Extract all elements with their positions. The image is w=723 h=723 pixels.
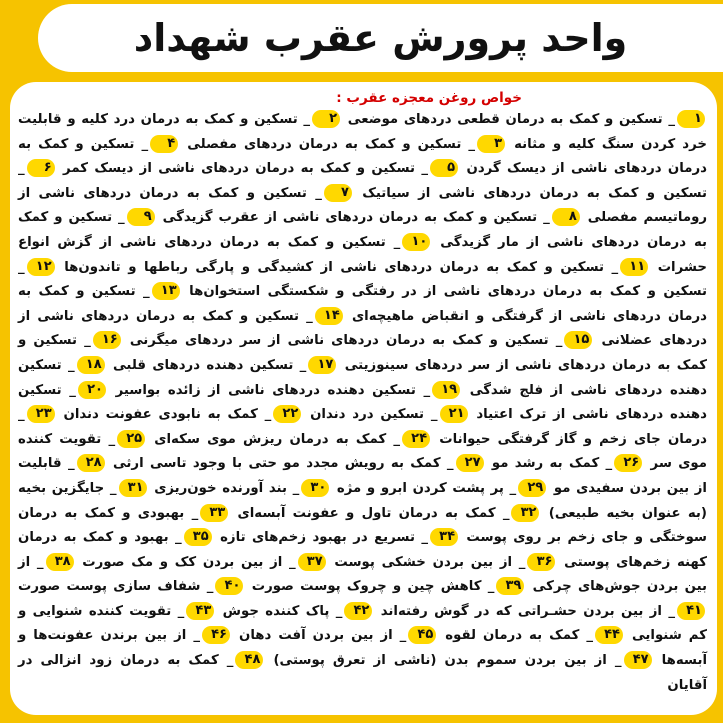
- list-item: [63, 407, 303, 422]
- item-number-badge: ۵: [430, 159, 458, 177]
- item-number-badge: ۹: [127, 208, 155, 226]
- item-text: _ تسکین و کمک به درمان دردهای ناشی از روماتیسم مفصلی: [18, 185, 707, 226]
- item-number-badge: ۶: [27, 159, 55, 177]
- item-text: _ تسکین و کمک به درمان دردهای ناشی از در رفتگی و شکستگی استخوان‌ها: [18, 259, 707, 300]
- item-text: _ از بین بردن جوش‌های چرکی: [18, 554, 707, 595]
- item-number-badge: ۲: [312, 110, 340, 128]
- item-number-badge: ۲۷: [456, 454, 484, 472]
- item-text: _ از بین برندن عفونت‌ها و آبسه‌ها: [18, 628, 707, 669]
- item-number-badge: ۴۱: [677, 602, 705, 620]
- item-text: _ از بین بردن آفت دهان: [238, 628, 407, 644]
- item-text: _ بهبود و کمک به درمان کهنه زخم‌های پوستی: [18, 530, 707, 570]
- item-text: _ تسریع در بهبود زخم‌های تازه: [220, 530, 429, 546]
- item-number-badge: ۳۳: [200, 504, 228, 522]
- item-text: _ تسکین و کمک به درمان دردهای ناشی از کشیدگی و پارگی رباطها و تاندون‌ها: [64, 259, 619, 275]
- item-text: _ تقویت کننده شنوایی و کم شنوایی: [18, 603, 707, 644]
- item-number-badge: ۲۹: [518, 479, 546, 497]
- item-text: _ تسکین درد دندان: [310, 407, 438, 423]
- item-number-badge: ۲۴: [402, 430, 430, 448]
- item-number-badge: ۱۴: [315, 307, 343, 325]
- item-number-badge: ۴۴: [595, 626, 623, 644]
- list-item: [239, 628, 438, 643]
- item-number-badge: ۷: [324, 184, 352, 202]
- item-text: _ تسکین دهنده دردهای قلبی: [112, 357, 307, 373]
- item-text: _ تسکین و کمک به درمان دردهای ناشی از گرفتگی و انقباض ماهیچه‌ای: [18, 284, 707, 324]
- content-card: [10, 82, 717, 715]
- item-text: _ کمک به درمان ریزش موی سکه‌ای: [154, 431, 401, 447]
- list-item: [273, 653, 653, 668]
- list-item: [163, 210, 582, 225]
- item-number-badge: ۳۴: [430, 528, 458, 546]
- item-number-badge: ۱۳: [152, 282, 180, 300]
- item-text: _ تسکین و کمک به درمان دردهای ناشی از دیسک گردن: [18, 136, 707, 177]
- list-item: [82, 555, 327, 570]
- item-text: _ کاهش چین و چروک پوست صورت: [251, 579, 495, 595]
- item-text: _ تسکین دهنده دردهای ناشی از زائده بواسیر: [115, 382, 431, 398]
- list-item: [187, 137, 507, 152]
- header-banner: [38, 4, 723, 72]
- item-number-badge: ۳۰: [301, 479, 329, 497]
- item-text: _ کمک به رویش مجدد مو حتی با وجود تاسی ارثی: [112, 456, 454, 472]
- item-number-badge: ۲۶: [614, 454, 642, 472]
- item-number-badge: ۳: [477, 135, 505, 153]
- list-item: [348, 112, 707, 127]
- item-text: _ بند آورنده خون‌ریزی: [154, 480, 300, 496]
- page-title: واحد پرورش عقرب شهداد: [133, 16, 628, 60]
- item-number-badge: ۳۸: [46, 553, 74, 571]
- item-number-badge: ۲۱: [440, 405, 468, 423]
- item-text: _ تسکین و کمک به درمان دردهای ناشی از عقرب گزیدگی: [162, 210, 550, 226]
- item-text: _ تسکین و کمک به درمان دردهای ناشی از سر دردهای میگرنی: [129, 333, 563, 349]
- list-item: [154, 481, 331, 496]
- list-item: [252, 579, 527, 594]
- item-text: _ تسکین و کمک به درمان دردهای ناشی از گزش انواع حشرات: [18, 234, 707, 275]
- item-text: _ تسکین و کمک به درمان دردهای ناشی از مار گزیدگی: [18, 210, 707, 250]
- item-number-badge: ۴۰: [215, 577, 243, 595]
- list-item: [223, 604, 375, 619]
- item-number-badge: ۲۳: [27, 405, 55, 423]
- item-text: _ کمک به رشد مو: [491, 456, 613, 472]
- item-text: _ کمک به درمان لقوه: [445, 628, 593, 644]
- item-text: _ از بین بردن کک و مک صورت: [82, 554, 296, 570]
- item-number-badge: ۳۹: [496, 577, 524, 595]
- item-text: _ کمک به نابودی عفونت دندان: [63, 407, 272, 423]
- item-text: _ کمک به درمان زود انزالی در آقایان: [18, 653, 707, 693]
- item-number-badge: ۴۲: [344, 602, 372, 620]
- list-item: [113, 456, 486, 471]
- list-item: [18, 579, 245, 594]
- item-text: _ پر پشت کردن ابرو و مژه: [336, 480, 517, 496]
- item-text: _ تسکین و کمک به درمان دردهای ناشی از دیسک کمر: [63, 161, 429, 177]
- item-text: _ تسکین و کمک به درمان قطعی دردهای موضعی: [347, 112, 675, 127]
- item-number-badge: ۴۳: [186, 602, 214, 620]
- item-number-badge: ۲۵: [117, 430, 145, 448]
- item-text: _ تسکین و کمک به درمان دردهای ناشی از سر دردهای سینوزیتی: [18, 333, 707, 373]
- item-number-badge: ۴۶: [202, 626, 230, 644]
- item-number-badge: ۱۵: [564, 331, 592, 349]
- item-number-badge: ۴۵: [408, 626, 436, 644]
- list-item: [63, 161, 460, 176]
- list-item: [64, 260, 650, 275]
- list-item: [445, 628, 625, 643]
- item-text: _ تسکین و کمک به درمان دردهای ناشی از دردهای عضلانی: [18, 308, 707, 349]
- list-item: [310, 407, 469, 422]
- list-item: [220, 530, 460, 545]
- item-number-badge: ۲۲: [273, 405, 301, 423]
- item-text: _ تسکین دهنده دردهای ناشی از فلج شدگی: [18, 357, 707, 398]
- item-text: _ درمان جای زخم و گاز گرفتگی حیوانات: [18, 407, 707, 447]
- item-number-badge: ۳۱: [119, 479, 147, 497]
- item-number-badge: ۳۲: [511, 504, 539, 522]
- item-number-badge: ۱۸: [77, 356, 105, 374]
- properties-list: [18, 108, 707, 698]
- list-item: [113, 358, 338, 373]
- item-text: _ تسکین و کمک به درمان دردهای مفصلی: [187, 136, 476, 152]
- item-text: _ جایگزین بخیه (به عنوان بخیه طبیعی): [18, 480, 707, 521]
- item-text: _ پاک کننده جوش: [222, 603, 343, 619]
- item-text: _ تسکین دهنده دردهای ناشی از ترک اعتیاد: [18, 382, 707, 423]
- item-number-badge: ۱۲: [27, 258, 55, 276]
- item-text: _ کمک به درمان تاول و عفونت آبسه‌ای: [237, 505, 510, 521]
- list-item: [337, 481, 548, 496]
- item-text: _ تقویت کننده موی سر: [18, 431, 707, 472]
- list-item: [116, 383, 463, 398]
- item-number-badge: ۴۷: [624, 651, 652, 669]
- list-item: [334, 555, 557, 570]
- list-item: [238, 506, 542, 521]
- item-text: _ تسکین و کمک به درمان درد کلیه و قابلیت خرد کردن سنگ کلیه و مثانه: [18, 112, 707, 152]
- item-number-badge: ۱۷: [308, 356, 336, 374]
- item-number-badge: ۲۸: [77, 454, 105, 472]
- item-number-badge: ۳۷: [298, 553, 326, 571]
- item-text: _ شفاف سازی پوست صورت: [18, 579, 214, 595]
- item-text: _ بهبودی و کمک به درمان سوختگی و جای زخم بر روی پوست: [18, 505, 707, 546]
- item-number-badge: ۴: [150, 135, 178, 153]
- item-text: _ قابلیت از بین بردن سفیدی مو: [18, 456, 707, 496]
- item-text: _ از بین بردن خشکی پوست: [334, 554, 526, 570]
- item-number-badge: ۸: [552, 208, 580, 226]
- list-item: [381, 604, 707, 619]
- item-number-badge: ۴۸: [235, 651, 263, 669]
- item-number-badge: ۱۰: [402, 233, 430, 251]
- list-item: [492, 456, 644, 471]
- item-text: _ از بین بردن سموم بدن (ناشی از تعرق پوستی): [273, 653, 622, 669]
- item-number-badge: ۱۶: [93, 331, 121, 349]
- section-subtitle: خواص روغن معجزه عقرب :: [336, 90, 522, 106]
- item-number-badge: ۱۹: [432, 381, 460, 399]
- item-text: _ تسکین و کمک به درمان دردهای ناشی از سیاتیک: [18, 161, 707, 201]
- item-text: _ از بین بردن حشـراتی که در گوش رفته‌اند: [380, 603, 675, 619]
- item-number-badge: ۳۶: [527, 553, 555, 571]
- list-item: [154, 432, 432, 447]
- item-number-badge: ۳۵: [184, 528, 212, 546]
- list-item: [130, 333, 595, 348]
- item-number-badge: ۱۱: [620, 258, 648, 276]
- item-number-badge: ۱: [677, 110, 705, 128]
- item-number-badge: ۲۰: [78, 381, 106, 399]
